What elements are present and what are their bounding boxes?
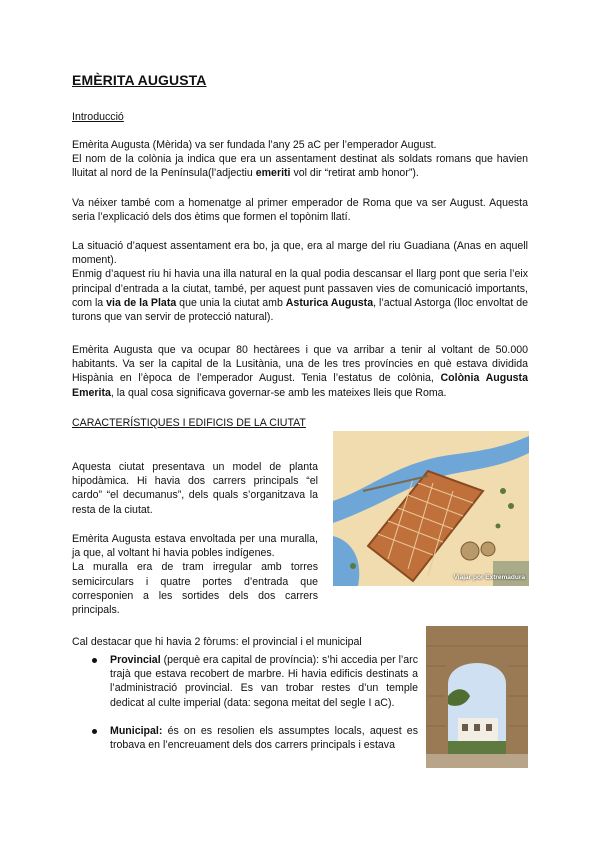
intro-heading-text: Introducció: [72, 111, 124, 123]
city-map-image: [333, 431, 529, 586]
bullet-icon: [92, 729, 97, 734]
paragraph-capital: Emèrita Augusta que va ocupar 80 hectàrees i que va arribar a tenir al voltant de 50.000 habitants. Va ser la capital de la Lusitània, una de les tres províncies en què estava dividida Hispània en l’època de l’emperador August. Tenia l’estatus de colònia, Colònia Augusta Emerita, la qual cosa significava governar-se amb les mateixes lleis que Roma.: [72, 344, 528, 399]
arch-illustration: [426, 626, 528, 768]
paragraph-foundation-line1: Emèrita Augusta (Mèrida) va ser fundada l’any 25 aC per l’emperador August.: [72, 139, 437, 151]
paragraph-wall-a: Emèrita Augusta estava envoltada per una muralla, ja que, al voltant hi havia pobles indígenes.: [72, 533, 318, 560]
list-item-provincial: Provincial (perquè era capital de província): s’hi accedia per l’arc trajà que estava recobert de marbre. Hi havia edificis destinats a l’administració provincial. Es van trobar restes d’un temple dedicat al culte imperial (data: segona meitat del segle I aC).: [72, 653, 418, 710]
paragraph-homage: Va néixer també com a homenatge al primer emperador de Roma que va ser August. Aquesta seria l’explicació dels dos ètims que formen el topònim llatí.: [72, 197, 528, 224]
paragraph-wall: [72, 532, 318, 617]
paragraph-location: [72, 239, 528, 324]
section-heading-characteristics: CARACTERÍSTIQUES I EDIFICIS DE LA CIUTAT: [72, 417, 306, 429]
bullet-icon: [92, 658, 97, 663]
paragraph-wall-b: La muralla era de tram irregular amb torres semicirculars i quatre portes d’entrada que corresponien a les sortides dels dos carrers principals.: [72, 561, 318, 617]
paragraph-location-b: Enmig d’aquest riu hi havia una illa natural en la qual podia descansar el llarg pont que seria l’eix principal d’entrada a la ciutat, també, per aquest punt passaven vies de comunicació importants, com la via de la Plata que unia la ciutat amb Asturica Augusta, l’actual Astorga (lloc envoltat de turons que van servir de protecció natural).: [72, 268, 528, 324]
forums-list: [72, 653, 418, 752]
paragraph-foundation: [72, 138, 528, 181]
paragraph-location-a: La situació d’aquest assentament era bo, ja que, era al marge del riu Guadiana (Anas en aquell moment).: [72, 240, 528, 267]
trajan-arch-photo: [426, 626, 528, 768]
list-item-municipal: Municipal: és on es resolien els assumptes locals, aquest es trobava en l’encreuament dels dos carrers principals i estava: [72, 724, 418, 752]
forums-intro: Cal destacar que hi havia 2 fòrums: el provincial i el municipal: [72, 636, 362, 648]
paragraph-foundation-rest: El nom de la colònia ja indica que era un assentament destinat als soldats romans que havien lluitat al nord de la Península(l’adjectiu emeriti vol dir “retirat amb honor”).: [72, 153, 528, 180]
paragraph-hippodamian: Aquesta ciutat presentava un model de planta hipodàmica. Hi havia dos carrers principals “el cardo” “el decumanus”, dels quals s’organitzava la resta de la ciutat.: [72, 461, 318, 516]
map-watermark: Viajar por Extremadura: [453, 574, 525, 581]
intro-heading: [72, 110, 528, 124]
page-title: EMÈRITA AUGUSTA: [72, 72, 207, 88]
city-map-illustration: [333, 431, 529, 586]
